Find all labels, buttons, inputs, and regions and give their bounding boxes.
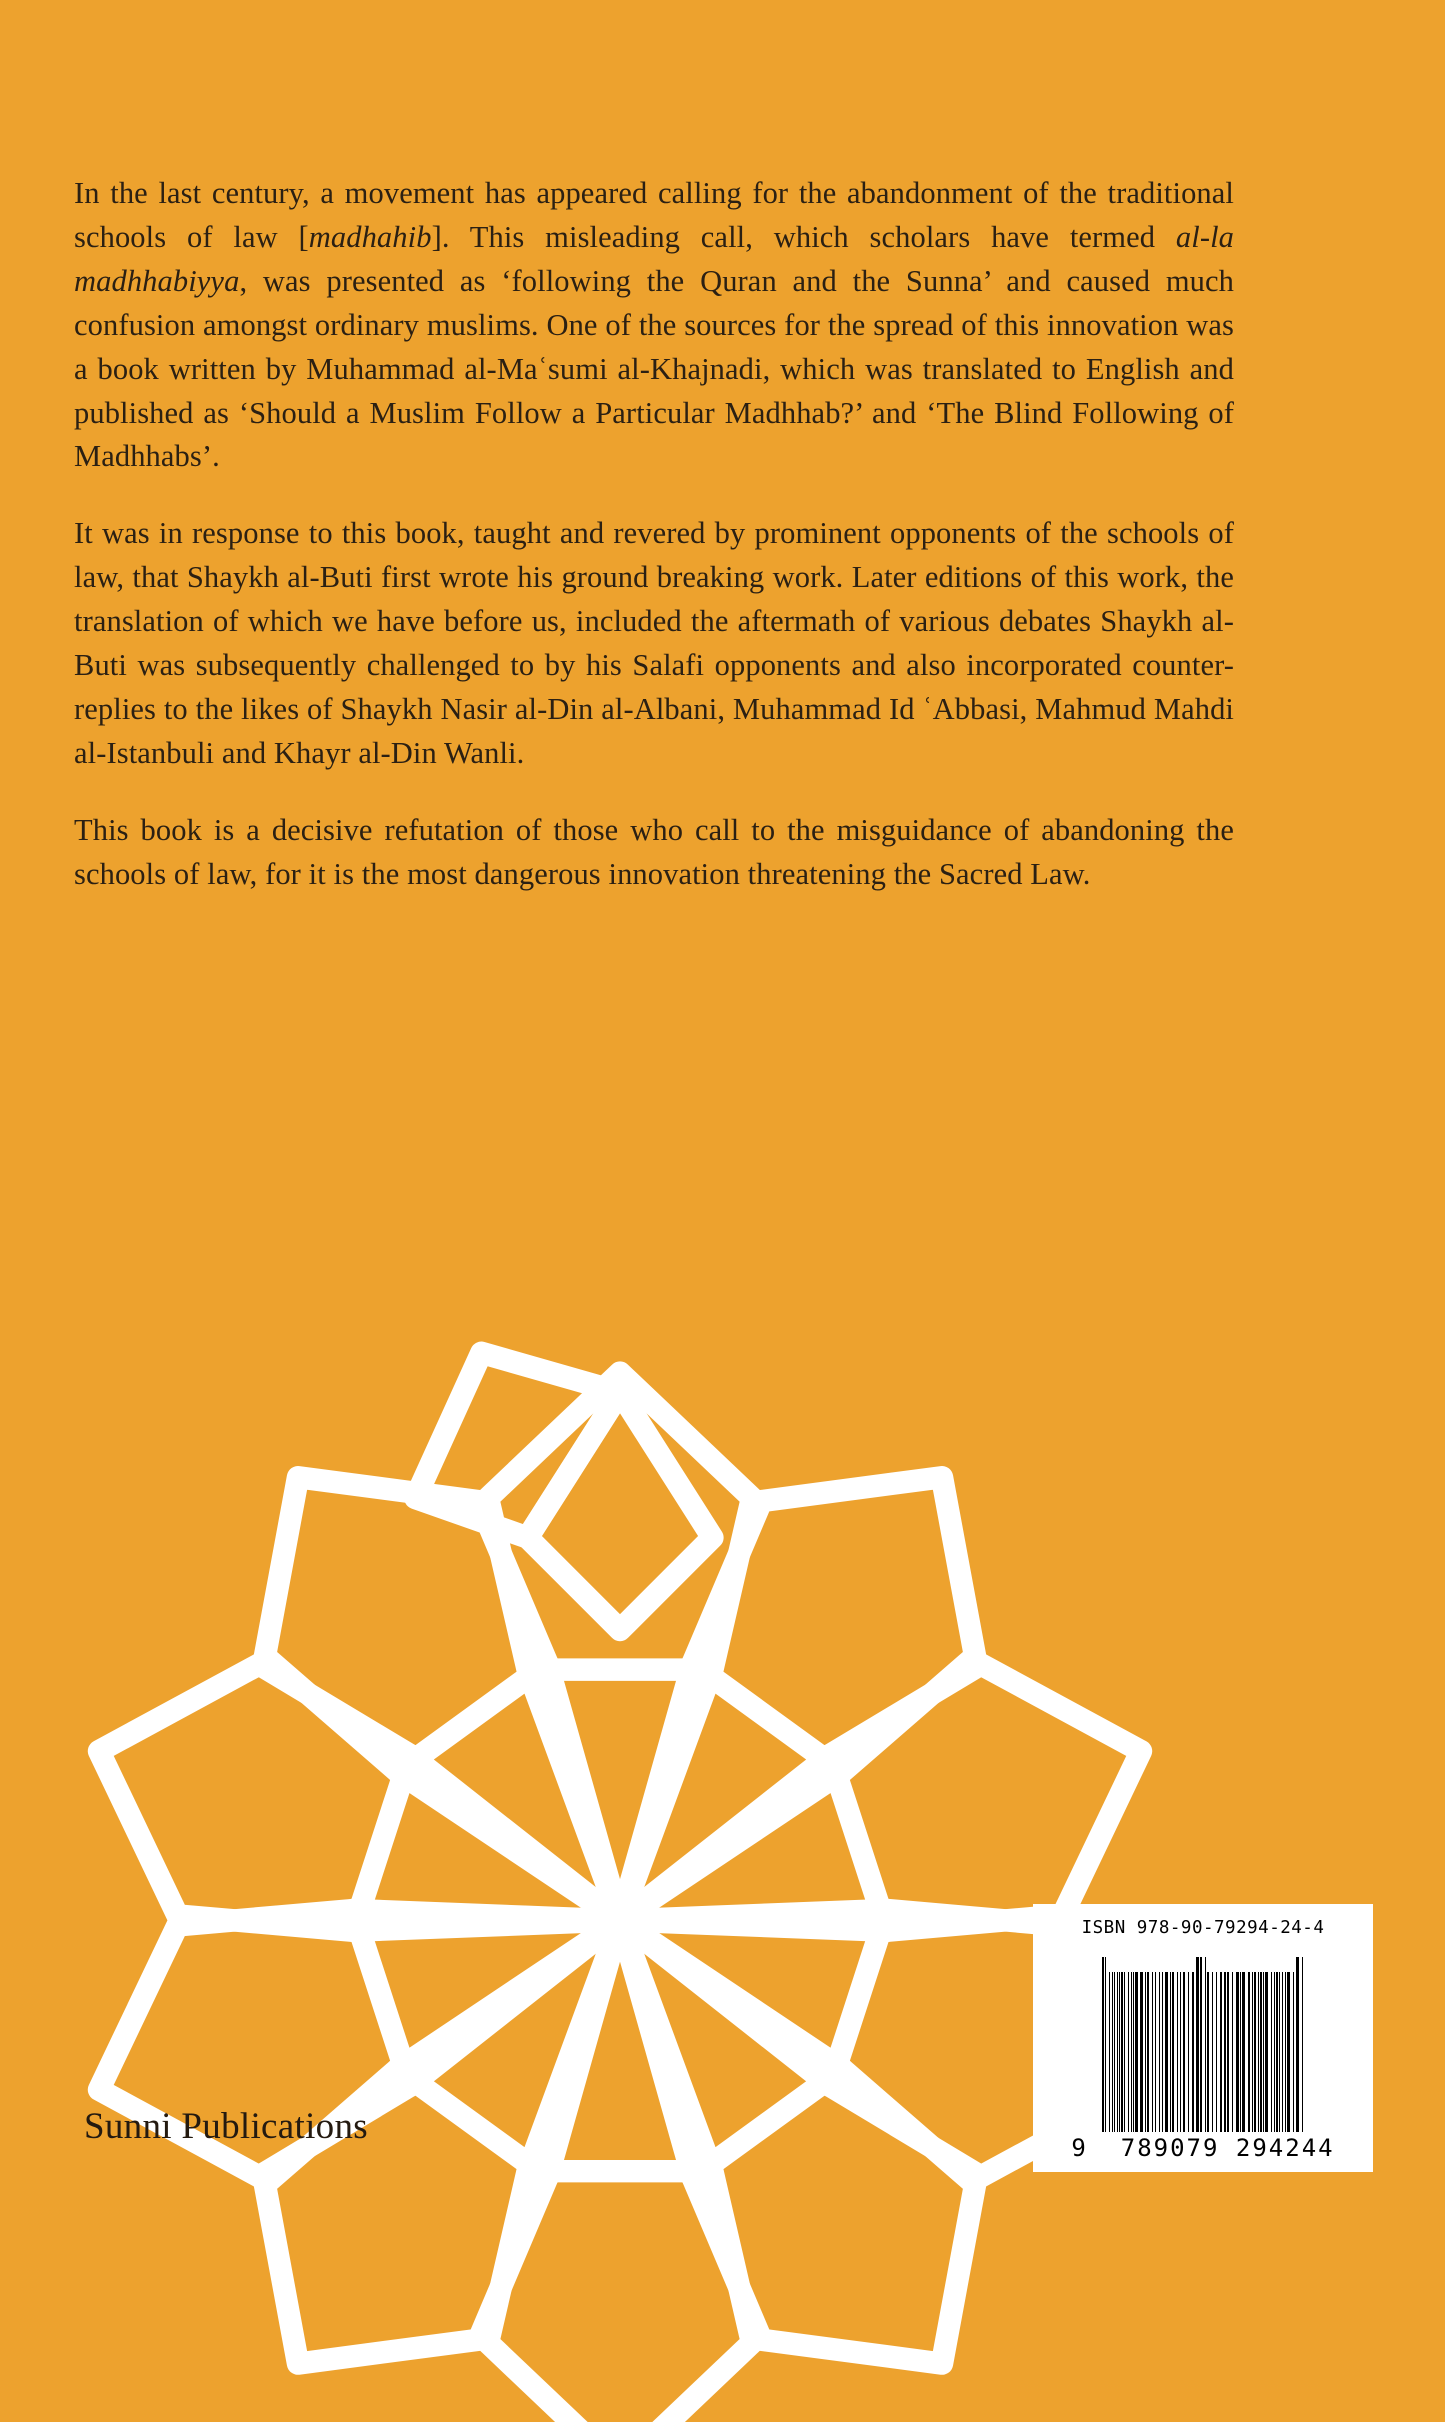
barcode-digits: 9 789079 294244 xyxy=(1071,2134,1335,2162)
blurb-p1-part3: , was presented as ‘following the Quran and the Sunna’ and caused much confusion amongst ordinary muslims. One of the sources for the spread of this innovation was a book written by Muhammad al-Maʿsumi al-Khajnadi, which was translated to English and published as ‘Should a Muslim Follow a Particular Madhhab?’ and ‘The Blind Following of Madhhabs’. xyxy=(74,263,1234,474)
blurb-p1-part2: ]. This misleading call, which scholars have termed xyxy=(431,219,1176,254)
isbn-label: ISBN 978-90-79294-24-4 xyxy=(1081,1918,1325,1938)
publisher-name: Sunni Publications xyxy=(84,2106,368,2147)
blurb-p1-part1: In the last century, a movement has appeared calling for the abandonment of the traditional schools of law [ xyxy=(74,176,1234,254)
blurb-paragraph-3: This book is a decisive refutation of those who call to the misguidance of abandoning the schools of law, for it is the most dangerous innovation threatening the Sacred Law. xyxy=(74,812,1234,891)
blurb-paragraph-1 xyxy=(74,172,1234,479)
barcode-bars xyxy=(1045,1944,1361,2134)
blurb-paragraph-2: It was in response to this book, taught and revered by prominent opponents of the schools of law, that Shaykh al-Buti first wrote his ground breaking work. Later editions of this work, the translation of which we have before us, included the aftermath of various debates Shaykh al-Buti was subsequently challenged to by his Salafi opponents and also incorporated counter-replies to the likes of Shaykh Nasir al-Din al-Albani, Muhammad Id ʿAbbasi, Mahmud Mahdi al-Istanbuli and Khayr al-Din Wanli. xyxy=(74,516,1234,770)
isbn-barcode-block xyxy=(1033,1904,1373,2172)
blurb-p1-italic2: al-la madhhabiyya xyxy=(74,219,1234,298)
blurb-text xyxy=(74,172,1234,897)
blurb-p1-italic1: madhahib xyxy=(308,219,432,254)
